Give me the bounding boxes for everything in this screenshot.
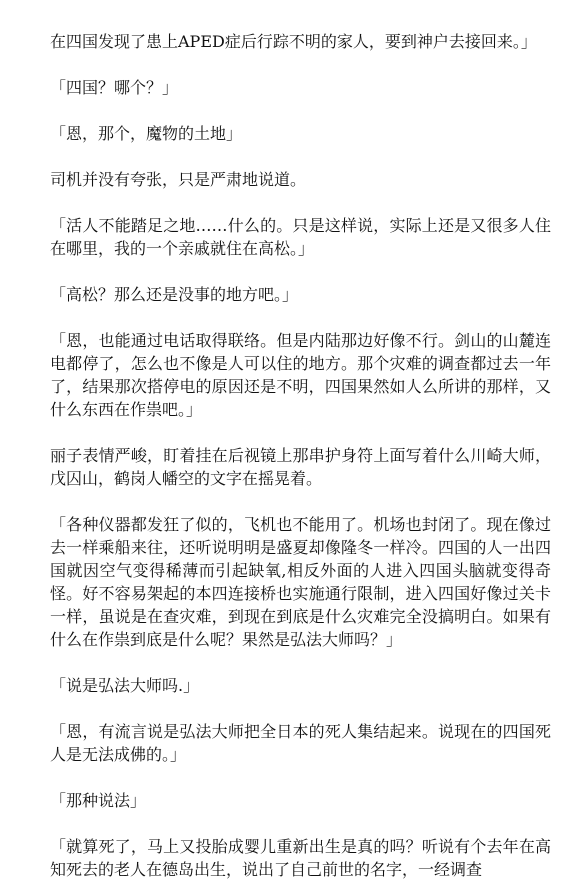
paragraph: 「各种仪器都发狂了似的，飞机也不能用了。机场也封闭了。现在像过去一样乘船来往，还听说明明是盛夏却像隆冬一样冷。四国的人一出四国就因空气变得稀薄而引起缺氧,相反外面的人进入四国头脑就变得奇怪。好不容易架起的本四连接桥也实施通行限制，进入四国好像过关卡一样，虽说是在查灾难，到现在到底是什么灾难完全没搞明白。如果有什么在作祟到底是什么呢？果然是弘法大师吗？」 xyxy=(50,515,551,649)
paragraph: 「四国？哪个？」 xyxy=(50,78,179,97)
paragraph: 司机并没有夸张，只是严肃地说道。 xyxy=(50,170,307,189)
paragraph: 「恩，也能通过电话取得联络。但是内陆那边好像不行。剑山的山麓连电都停了，怎么也不像是人可以住的地方。那个灾难的调查都过去一年了，结果那次搭停电的原因还是不明，四国果然如人么所讲的那样，又什么东西在作祟吧。」 xyxy=(50,331,551,419)
paragraph: 「恩，有流言说是弘法大师把全日本的死人集结起来。说现在的四国死人是无法成佛的。」 xyxy=(50,722,551,764)
paragraph: 「恩，那个，魔物的土地」 xyxy=(50,124,243,143)
paragraph: 「就算死了，马上又投胎成婴儿重新出生是真的吗？听说有个去年在高知死去的老人在德岛出生，说出了自己前世的名字，一经调查 xyxy=(50,837,551,879)
paragraph: 「说是弘法大师吗.」 xyxy=(50,676,200,695)
paragraph: 「高松？那么还是没事的地方吧。」 xyxy=(50,285,299,304)
paragraph: 「那种说法」 xyxy=(50,791,147,810)
paragraph: 丽子表情严峻，盯着挂在后视镜上那串护身符上面写着什么川崎大师，戊囚山，鹤岗人幡空的文字在摇晃着。 xyxy=(50,446,551,488)
paragraph: 在四国发现了患上APED症后行踪不明的家人，要到神户去接回来。」 xyxy=(50,32,537,51)
paragraph: 「活人不能踏足之地……什么的。只是这样说，实际上还是又很多人住在哪里，我的一个亲戚就住在高松。」 xyxy=(50,216,551,258)
